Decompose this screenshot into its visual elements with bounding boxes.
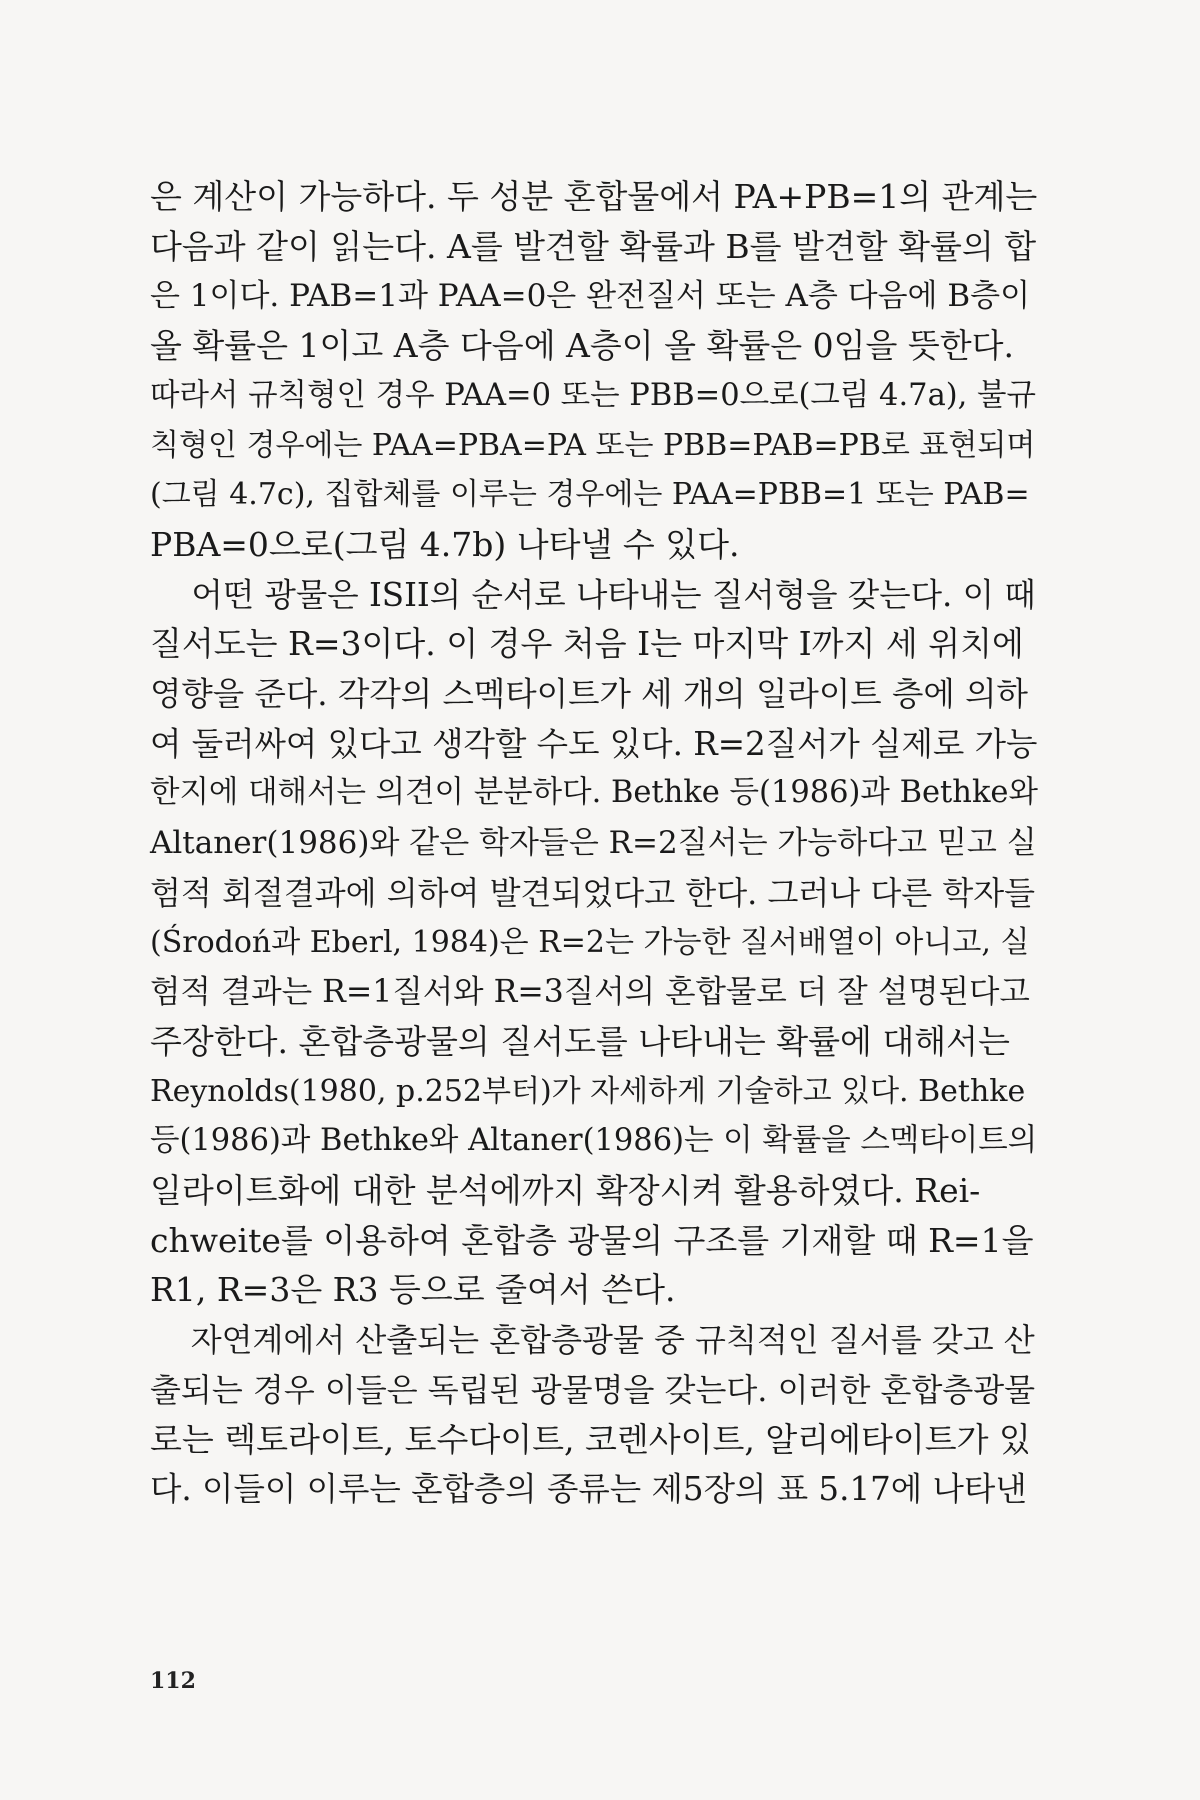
text-line: 로는 렉토라이트, 토수다이트, 코렌사이트, 알리에타이트가 있 (150, 1419, 1031, 1459)
text-line: 어떤 광물은 ISII의 순서로 나타내는 질서형을 갖는다. 이 때 (150, 575, 1036, 614)
text-line: chweite를 이용하여 혼합층 광물의 구조를 기재할 때 R=1을 (150, 1220, 1034, 1260)
text-line: 올 확률은 1이고 A층 다음에 A층이 올 확률은 0임을 뜻한다. (150, 326, 1014, 366)
text-line: Reynolds(1980, p.252부터)가 자세하게 기술하고 있다. Bethke (150, 1073, 1026, 1109)
text-line: 여 둘러싸여 있다고 생각할 수도 있다. R=2질서가 실제로 가능 (150, 724, 1038, 763)
text-line: 자연계에서 산출되는 혼합층광물 중 규칙적인 질서를 갖고 산 (150, 1321, 1035, 1360)
text-line: 등(1986)과 Bethke와 Altaner(1986)는 이 확률을 스멕타이트의 (150, 1123, 1038, 1159)
text-line: 칙형인 경우에는 PAA=PBA=PA 또는 PBB=PAB=PB로 표현되며 (150, 427, 1036, 463)
text-line: 질서도는 R=3이다. 이 경우 처음 I는 마지막 I까지 세 위치에 (150, 624, 1024, 664)
text-line: 험적 회절결과에 의하여 발견되었다고 한다. 그러나 다른 학자들 (150, 873, 1036, 912)
text-line: 영향을 준다. 각각의 스멕타이트가 세 개의 일라이트 층에 의하 (150, 675, 1028, 713)
text-line: 출되는 경우 이들은 독립된 광물명을 갖는다. 이러한 혼합층광물 (150, 1370, 1036, 1409)
text-line: PBA=0으로(그림 4.7b) 나타낼 수 있다. (150, 524, 740, 564)
text-line: R1, R=3은 R3 등으로 줄여서 쓴다. (150, 1270, 676, 1310)
text-line: 은 계산이 가능하다. 두 성분 혼합물에서 PA+PB=1의 관계는 (150, 177, 1038, 216)
text-line: (그림 4.7c), 집합체를 이루는 경우에는 PAA=PBB=1 또는 PAB= (150, 477, 1030, 513)
text-line: Altaner(1986)와 같은 학자들은 R=2질서는 가능하다고 믿고 실 (150, 825, 1037, 862)
text-line: 한지에 대해서는 의견이 분분하다. Bethke 등(1986)과 Bethke와 (150, 775, 1038, 811)
text-line: 주장한다. 혼합층광물의 질서도를 나타내는 확률에 대해서는 (150, 1021, 1010, 1061)
text-line: 은 1이다. PAB=1과 PAA=0은 완전질서 또는 A층 다음에 B층이 (150, 278, 1031, 315)
text-line: 일라이트화에 대한 분석에까지 확장시켜 활용하였다. Rei- (150, 1171, 981, 1210)
text-line: 다음과 같이 읽는다. A를 발견할 확률과 B를 발견할 확률의 합 (150, 226, 1037, 266)
text-line: (Środoń과 Eberl, 1984)은 R=2는 가능한 질서배열이 아니고, 실 (150, 924, 1030, 960)
page-number: 112 (150, 1668, 196, 1694)
text-line: 험적 결과는 R=1질서와 R=3질서의 혼합물로 더 잘 설명된다고 (150, 974, 1030, 1011)
text-line: 다. 이들이 이루는 혼합층의 종류는 제5장의 표 5.17에 나타낸 (150, 1470, 1027, 1509)
text-line: 따라서 규칙형인 경우 PAA=0 또는 PBB=0으로(그림 4.7a), 불규 (150, 377, 1036, 413)
